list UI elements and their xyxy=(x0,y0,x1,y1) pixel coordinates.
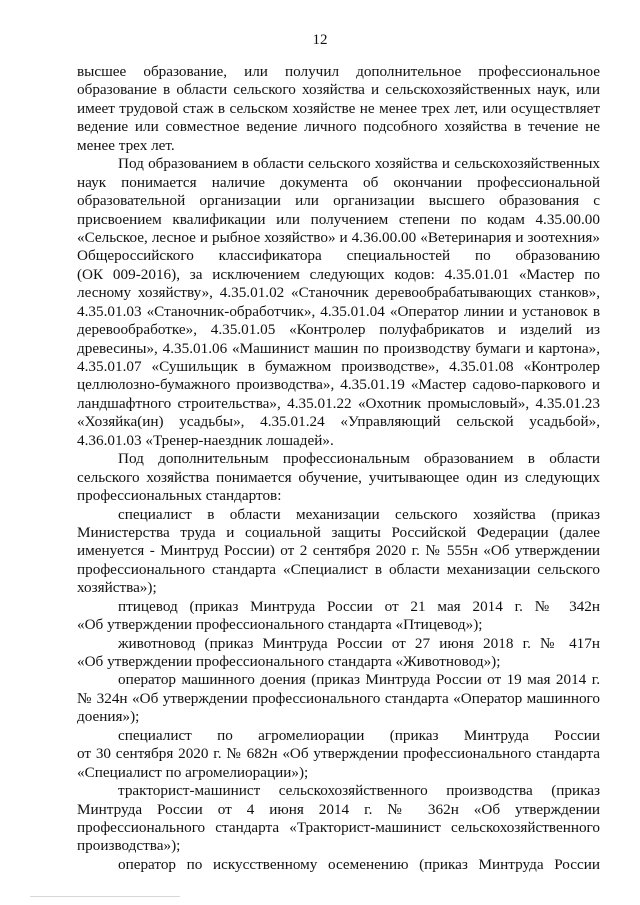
text-line: «Об утверждении профессионального стандарта «Птицевод»); xyxy=(77,616,483,634)
text-line: 4.36.01.03 «Тренер-наездник лошадей». xyxy=(77,431,334,449)
page-number: 12 xyxy=(312,32,328,48)
text-line: Под дополнительным профессиональным образованием в области xyxy=(118,450,600,468)
text-line: Министерства труда и социальной защиты Российской Федерации (далее xyxy=(77,523,600,541)
text-line: лесному хозяйству», 4.35.01.02 «Станочник деревообрабатывающих станков», xyxy=(77,284,600,302)
text-line: Минтруда России от 4 июня 2014 г. № 362н «Об утверждении xyxy=(77,800,600,818)
text-line: образование в области сельского хозяйства и сельскохозяйственных наук, или xyxy=(77,81,600,99)
text-line: профессиональных стандартов: xyxy=(77,487,282,505)
text-line: оператор машинного доения (приказ Минтруда России от 19 мая 2014 г. xyxy=(118,671,600,689)
text-line: профессионального стандарта «Специалист в области механизации сельского xyxy=(77,560,600,578)
text-line: сельского хозяйства понимается обучение, учитывающее один из следующих xyxy=(77,468,600,486)
text-line: специалист по агромелиорации (приказ Минтруда России xyxy=(118,726,600,744)
text-line: высшее образование, или получил дополнительное профессиональное xyxy=(77,63,600,80)
text-line: менее трех лет. xyxy=(77,136,175,154)
text-line: от 30 сентября 2020 г. № 682н «Об утверждении профессионального стандарта xyxy=(77,745,600,763)
text-line: ландшафтного строительства», 4.35.01.22 «Охотник промысловый», 4.35.01.23 xyxy=(77,394,600,412)
text-line: «Сельское, лесное и рыбное хозяйство» и 4.36.00.00 «Ветеринария и зоотехния» xyxy=(77,228,600,246)
text-line: оператор по искусственному осеменению (приказ Минтруда России xyxy=(118,855,600,873)
text-line: наук понимается наличие документа об окончании профессиональной xyxy=(77,173,600,191)
text-line: хозяйства»); xyxy=(77,579,157,597)
text-line: птицевод (приказ Минтруда России от 21 мая 2014 г. № 342н xyxy=(118,597,600,615)
text-line: доения»); xyxy=(77,708,140,726)
text-line: имеет трудовой стаж в сельском хозяйстве не менее трех лет, или осуществляет xyxy=(77,99,600,117)
text-line: целлюлозно-бумажного производства», 4.35.01.19 «Мастер садово-паркового и xyxy=(77,376,600,394)
text-line: именуется - Минтруд России) от 2 сентября 2020 г. № 555н «Об утверждении xyxy=(77,542,600,560)
text-line: № 324н «Об утверждении профессионального стандарта «Оператор машинного xyxy=(77,689,600,707)
text-line: «Специалист по агромелиорации»); xyxy=(77,763,309,781)
text-line: Под образованием в области сельского хозяйства и сельскохозяйственных xyxy=(118,155,600,173)
text-line: (ОК 009-2016), за исключением следующих кодов: 4.35.01.01 «Мастер по xyxy=(77,265,600,283)
text-line: образовательной организации или организации высшего образования с xyxy=(77,192,600,210)
text-line: присвоением квалификации или получением степени по кодам 4.35.00.00 xyxy=(77,210,600,228)
text-line: древесины», 4.35.01.06 «Машинист машин по производству бумаги и картона», xyxy=(77,339,600,357)
text-line: животновод (приказ Минтруда России от 27 июня 2018 г. № 417н xyxy=(118,634,600,652)
text-line: специалист в области механизации сельского хозяйства (приказ xyxy=(118,505,600,523)
text-line: производства»); xyxy=(77,837,181,855)
document-body xyxy=(77,63,600,874)
text-line: профессионального стандарта «Тракторист-машинист сельскохозяйственного xyxy=(77,818,600,836)
text-line: ведение или совместное ведение личного подсобного хозяйства в течение не xyxy=(77,118,600,136)
text-line: «Хозяйка(ин) усадьбы», 4.35.01.24 «Управляющий сельской усадьбой», xyxy=(77,413,600,431)
text-line: 4.35.01.07 «Сушильщик в бумажном производстве», 4.35.01.08 «Контролер xyxy=(77,358,600,375)
text-line: «Об утверждении профессионального стандарта «Животновод»); xyxy=(77,653,501,670)
text-line: Общероссийского классификатора специальностей по образованию xyxy=(77,247,600,265)
scan-artifact xyxy=(30,896,180,897)
text-line: 4.35.01.03 «Станочник-обработчик», 4.35.01.04 «Оператор линии и установок в xyxy=(77,302,600,320)
text-line: деревообработке», 4.35.01.05 «Контролер полуфабрикатов и изделий из xyxy=(77,321,600,339)
text-line: тракторист-машинист сельскохозяйственного производства (приказ xyxy=(118,782,600,800)
